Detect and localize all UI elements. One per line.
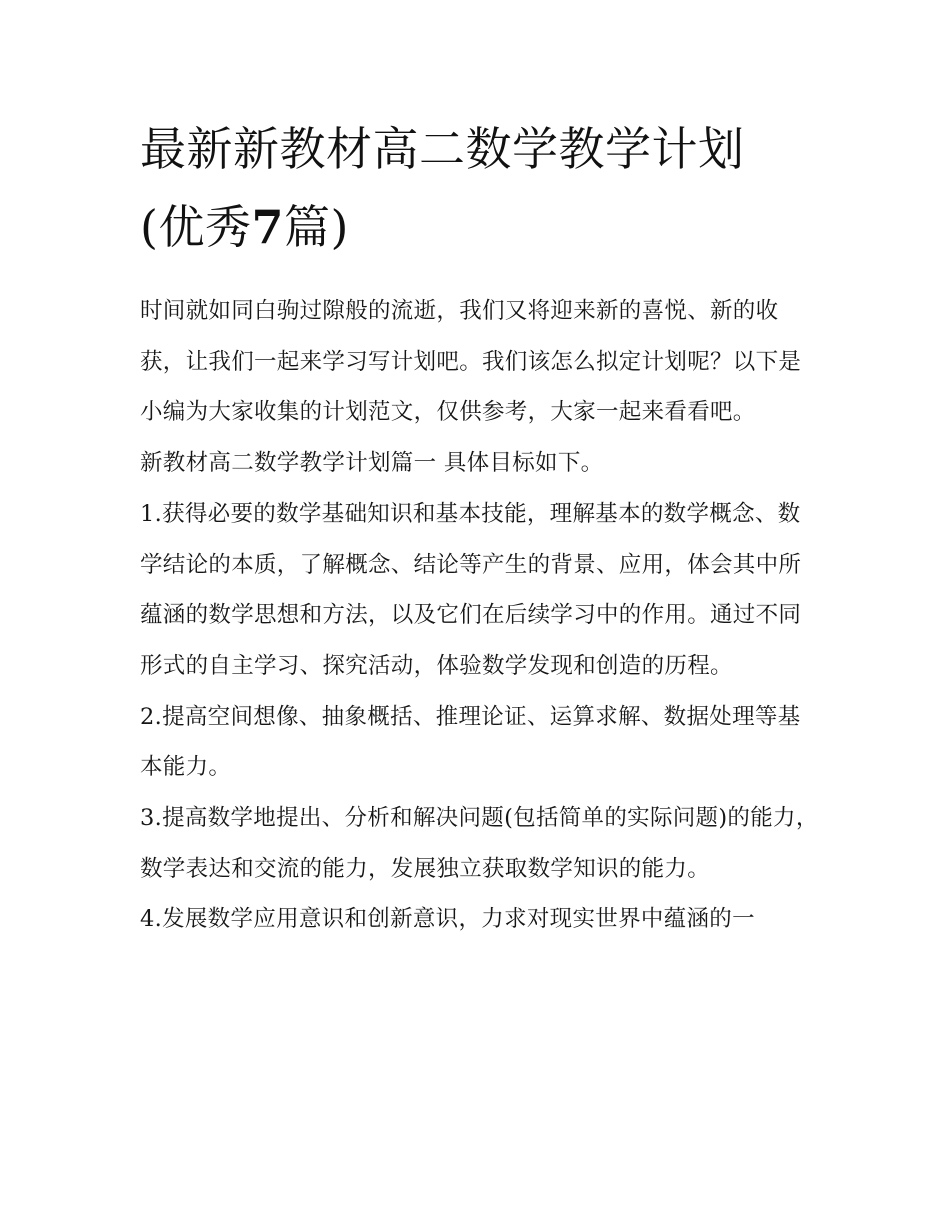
title-open: (优秀 bbox=[140, 200, 252, 254]
document-title bbox=[140, 110, 820, 266]
goal-item-3: 3.提高数学地提出、分析和解决问题(包括简单的实际问题)的能力，数学表达和交流的能力，发展独立获取数学知识的能力。 bbox=[140, 805, 819, 882]
goal-item-4: 4.发展数学应用意识和创新意识，力求对现实世界中蕴涵的一 bbox=[140, 906, 755, 933]
goal-item-1: 1.获得必要的数学基础知识和基本技能，理解基本的数学概念、数学结论的本质，了解概念、结论等产生的背景、应用，体会其中所蕴涵的数学思想和方法，以及它们在后续学习中的作用。通过不同形式的自主学习、探究活动，体验数学发现和创造的历程。 bbox=[140, 500, 802, 679]
goal-item-2: 2.提高空间想像、抽象概括、推理论证、运算求解、数据处理等基本能力。 bbox=[140, 703, 801, 781]
title-line-1: 最新新教材高二数学教学计划 bbox=[140, 122, 745, 176]
title-number: 7 bbox=[251, 200, 284, 254]
document-body bbox=[140, 110, 820, 945]
intro-paragraph: 时间就如同白驹过隙般的流逝，我们又将迎来新的喜悦、新的收获，让我们一起来学习写计划吧。我们该怎么拟定计划呢？以下是小编为大家收集的计划范文，仅供参考，大家一起来看看吧。 bbox=[140, 298, 802, 426]
title-close: 篇) bbox=[283, 200, 349, 254]
section-heading-paragraph: 新教材高二数学教学计划篇一 具体目标如下。 bbox=[140, 450, 604, 477]
